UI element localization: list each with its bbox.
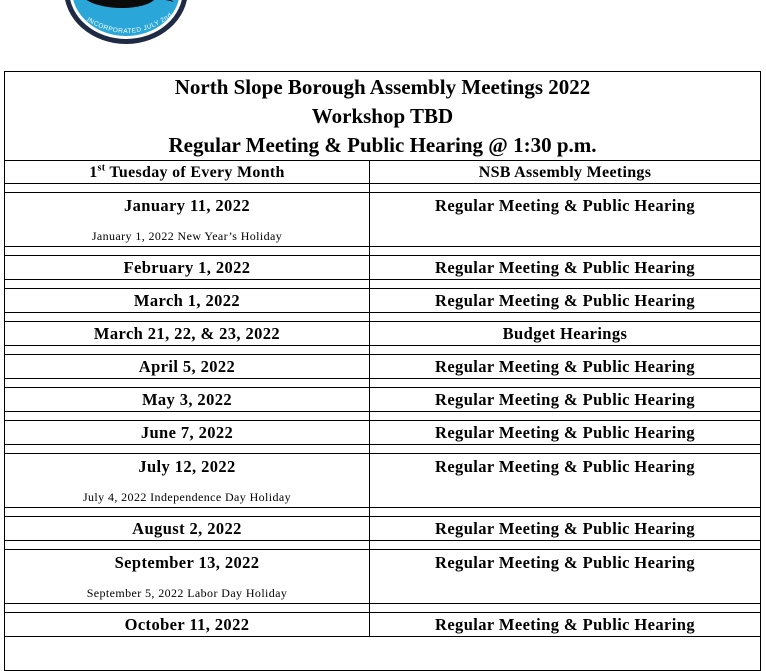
meeting-type: Budget Hearings <box>502 324 628 343</box>
spacer-cell <box>5 508 370 517</box>
spacer-cell <box>370 184 760 193</box>
spacer-cell <box>5 604 370 613</box>
spacer-cell <box>370 346 760 355</box>
spacer-cell <box>370 280 760 289</box>
meeting-row <box>5 256 760 280</box>
meeting-type: Regular Meeting & Public Hearing <box>435 390 695 409</box>
meeting-date: January 11, 2022 <box>123 196 251 215</box>
spacer-row <box>5 508 760 517</box>
meeting-date: February 1, 2022 <box>5 256 370 279</box>
spacer-row <box>5 604 760 613</box>
spacer-cell <box>5 412 370 421</box>
spacer-row <box>5 184 760 193</box>
holiday-note: January 1, 2022 New Year’s Holiday <box>91 229 283 243</box>
schedule-title: North Slope Borough Assembly Meetings 2022 <box>174 75 591 99</box>
column-header-schedule: 1st Tuesday of Every Month <box>5 161 370 183</box>
meeting-date: March 21, 22, & 23, 2022 <box>5 322 370 345</box>
meeting-row <box>5 550 760 604</box>
spacer-row <box>5 379 760 388</box>
spacer-cell <box>370 604 760 613</box>
meeting-date: June 7, 2022 <box>5 421 370 444</box>
spacer-cell <box>370 445 760 454</box>
meeting-row <box>5 193 760 247</box>
meeting-row <box>5 517 760 541</box>
date-cell <box>5 454 370 507</box>
meeting-type: Regular Meeting & Public Hearing <box>435 519 695 538</box>
meeting-row <box>5 322 760 346</box>
meeting-row <box>5 388 760 412</box>
meeting-type: Regular Meeting & Public Hearing <box>435 258 695 277</box>
column-header-row <box>5 161 760 184</box>
meeting-date: October 11, 2022 <box>5 613 370 636</box>
holiday-note: July 4, 2022 Independence Day Holiday <box>82 490 292 504</box>
spacer-cell <box>370 541 760 550</box>
meeting-row <box>5 355 760 379</box>
spacer-cell <box>5 280 370 289</box>
spacer-row <box>5 280 760 289</box>
meeting-row <box>5 421 760 445</box>
date-cell <box>5 193 370 246</box>
meeting-date: March 1, 2022 <box>5 289 370 312</box>
meeting-schedule-table <box>4 71 761 671</box>
borough-seal-logo <box>58 0 194 46</box>
meeting-type: Regular Meeting & Public Hearing <box>435 457 695 476</box>
meeting-type: Regular Meeting & Public Hearing <box>435 357 695 376</box>
meeting-type: Regular Meeting & Public Hearing <box>435 423 695 442</box>
table-header <box>5 72 760 161</box>
meeting-type: Regular Meeting & Public Hearing <box>435 291 695 310</box>
spacer-cell <box>5 184 370 193</box>
meeting-date: August 2, 2022 <box>5 517 370 540</box>
meeting-row <box>5 613 760 637</box>
seal-text: INCORPORATED JULY 2nd <box>85 11 174 36</box>
spacer-row <box>5 412 760 421</box>
spacer-cell <box>5 445 370 454</box>
meeting-time-line: Regular Meeting & Public Hearing @ 1:30 p.m. <box>168 133 597 157</box>
spacer-cell <box>5 313 370 322</box>
meeting-type: Regular Meeting & Public Hearing <box>435 553 695 572</box>
meeting-date: September 13, 2022 <box>114 553 260 572</box>
spacer-cell <box>5 346 370 355</box>
spacer-cell <box>370 247 760 256</box>
spacer-cell <box>370 412 760 421</box>
spacer-cell <box>5 247 370 256</box>
spacer-cell <box>5 541 370 550</box>
meeting-date: May 3, 2022 <box>5 388 370 411</box>
spacer-cell <box>5 379 370 388</box>
spacer-row <box>5 346 760 355</box>
workshop-line: Workshop TBD <box>311 104 454 128</box>
holiday-note: September 5, 2022 Labor Day Holiday <box>86 586 288 600</box>
meeting-date: July 12, 2022 <box>138 457 236 476</box>
spacer-row <box>5 247 760 256</box>
spacer-cell <box>370 379 760 388</box>
spacer-row <box>5 445 760 454</box>
meeting-type: Regular Meeting & Public Hearing <box>435 196 695 215</box>
spacer-row <box>5 313 760 322</box>
meeting-row <box>5 289 760 313</box>
spacer-cell <box>370 313 760 322</box>
meeting-date: April 5, 2022 <box>5 355 370 378</box>
spacer-row <box>5 541 760 550</box>
meeting-row <box>5 454 760 508</box>
meeting-type: Regular Meeting & Public Hearing <box>435 615 695 634</box>
date-cell <box>5 550 370 603</box>
column-header-meetings: NSB Assembly Meetings <box>478 164 652 181</box>
spacer-cell <box>370 508 760 517</box>
